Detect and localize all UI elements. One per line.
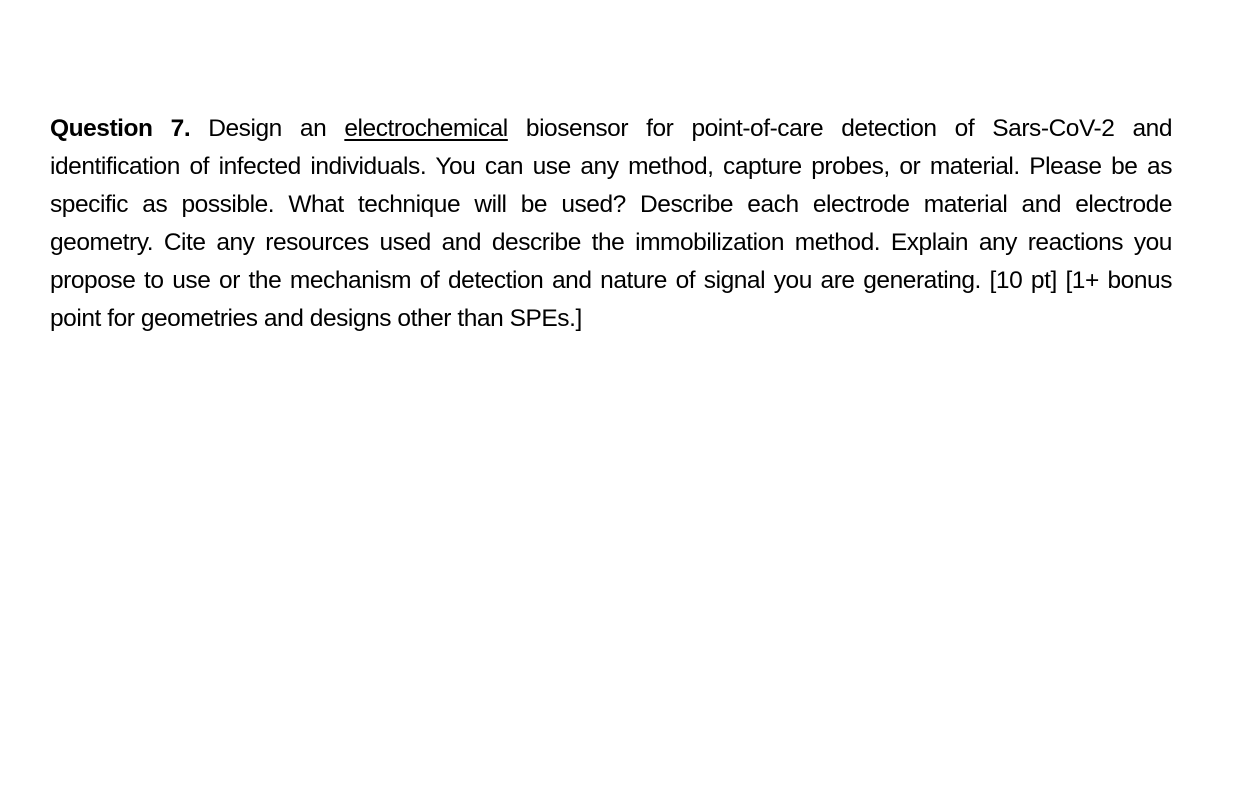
question-text-before: Design an — [208, 115, 327, 142]
emphasized-term: electrochemical — [344, 115, 508, 142]
question-paragraph — [50, 110, 1172, 338]
question-text-after: biosensor for point-of-care detection of Sars-CoV-2 and identification of infected individuals. You can use any method, capture probes, or material. Please be as specific as possible. What technique will be used? Describe each electrode material and electrode geometry. Cite any resources used and describe the immobilization method. Explain any reactions you propose to use or the mechanism of detection and nature of signal you are generating. [10 pt] [1+ bonus point for geometries and designs other than SPEs.] — [50, 115, 1173, 332]
question-label: Question 7. — [50, 115, 191, 142]
